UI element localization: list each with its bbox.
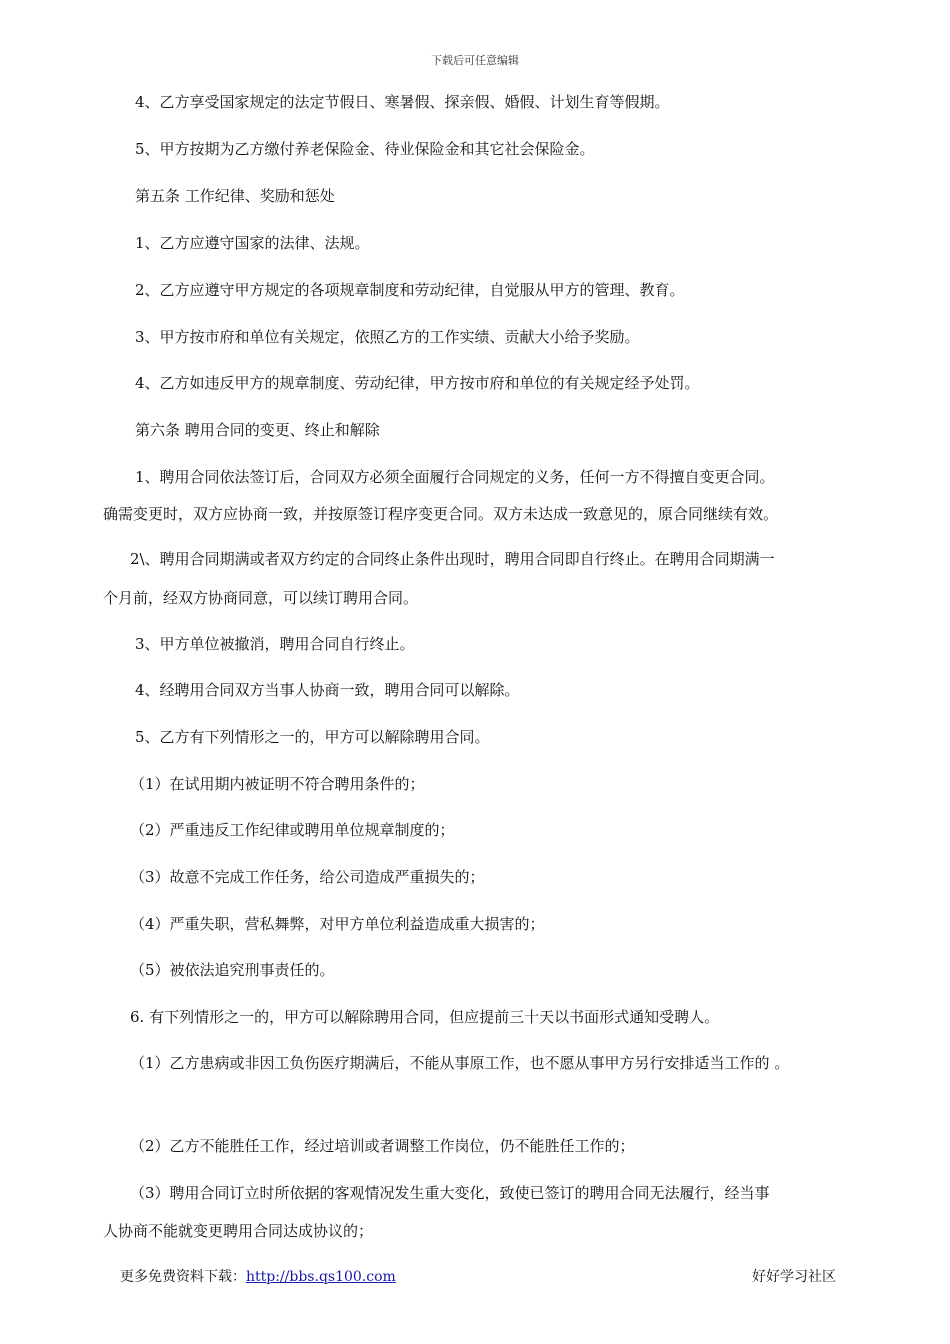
list-item: （1）乙方患病或非因工负伤医疗期满后，不能从事原工作，也不愿从事甲方另行安排适当工作的 。 xyxy=(130,1054,790,1072)
section-heading: 第六条 聘用合同的变更、终止和解除 xyxy=(135,421,380,439)
section-heading: 第五条 工作纪律、奖励和惩处 xyxy=(135,187,335,205)
paragraph-continuation: 确需变更时，双方应协商一致，并按原签订程序变更合同。双方未达成一致意见的，原合同继续有效。 xyxy=(103,505,779,523)
paragraph: 6. 有下列情形之一的，甲方可以解除聘用合同，但应提前三十天以书面形式通知受聘人。 xyxy=(130,1008,720,1026)
list-item: （3）聘用合同订立时所依据的客观情况发生重大变化，致使已签订的聘用合同无法履行，经当事 xyxy=(130,1184,770,1202)
paragraph: 4、乙方如违反甲方的规章制度、劳动纪律，甲方按市府和单位的有关规定经予处罚。 xyxy=(135,374,700,392)
footer-community-name: 好好学习社区 xyxy=(752,1269,836,1285)
paragraph-continuation: 个月前，经双方协商同意，可以续订聘用合同。 xyxy=(103,589,419,607)
paragraph: 5、甲方按期为乙方缴付养老保险金、待业保险金和其它社会保险金。 xyxy=(135,140,595,158)
paragraph: 3、甲方按市府和单位有关规定，依照乙方的工作实绩、贡献大小给予奖励。 xyxy=(135,328,640,346)
list-item: （1）在试用期内被证明不符合聘用条件的； xyxy=(130,775,425,793)
paragraph: 3、甲方单位被撤消，聘用合同自行终止。 xyxy=(135,635,415,653)
paragraph: 4、乙方享受国家规定的法定节假日、寒暑假、探亲假、婚假、计划生育等假期。 xyxy=(135,93,670,111)
list-item: （5）被依法追究刑事责任的。 xyxy=(130,961,335,979)
list-item: （3）故意不完成工作任务，给公司造成严重损失的； xyxy=(130,868,485,886)
footer-download-note xyxy=(120,1266,396,1286)
list-item: （4）严重失职，营私舞弊，对甲方单位利益造成重大损害的； xyxy=(130,915,545,933)
paragraph: 4、经聘用合同双方当事人协商一致，聘用合同可以解除。 xyxy=(135,681,520,699)
footer-link[interactable]: http://bbs.qs100.com xyxy=(246,1269,396,1285)
footer-label: 更多免费资料下载： xyxy=(120,1269,246,1285)
paragraph: 1、聘用合同依法签订后，合同双方必须全面履行合同规定的义务，任何一方不得擅自变更合同。 xyxy=(135,468,775,486)
list-item: （2）乙方不能胜任工作，经过培训或者调整工作岗位，仍不能胜任工作的； xyxy=(130,1137,635,1155)
paragraph: 2、乙方应遵守甲方规定的各项规章制度和劳动纪律，自觉服从甲方的管理、教育。 xyxy=(135,281,685,299)
paragraph: 2\、聘用合同期满或者双方约定的合同终止条件出现时，聘用合同即自行终止。在聘用合同期满一 xyxy=(130,550,775,568)
list-item: （2）严重违反工作纪律或聘用单位规章制度的； xyxy=(130,821,455,839)
paragraph-continuation: 人协商不能就变更聘用合同达成协议的； xyxy=(103,1222,374,1240)
paragraph: 1、乙方应遵守国家的法律、法规。 xyxy=(135,234,370,252)
page-header: 下载后可任意编辑 xyxy=(431,54,519,67)
paragraph: 5、乙方有下列情形之一的，甲方可以解除聘用合同。 xyxy=(135,728,490,746)
